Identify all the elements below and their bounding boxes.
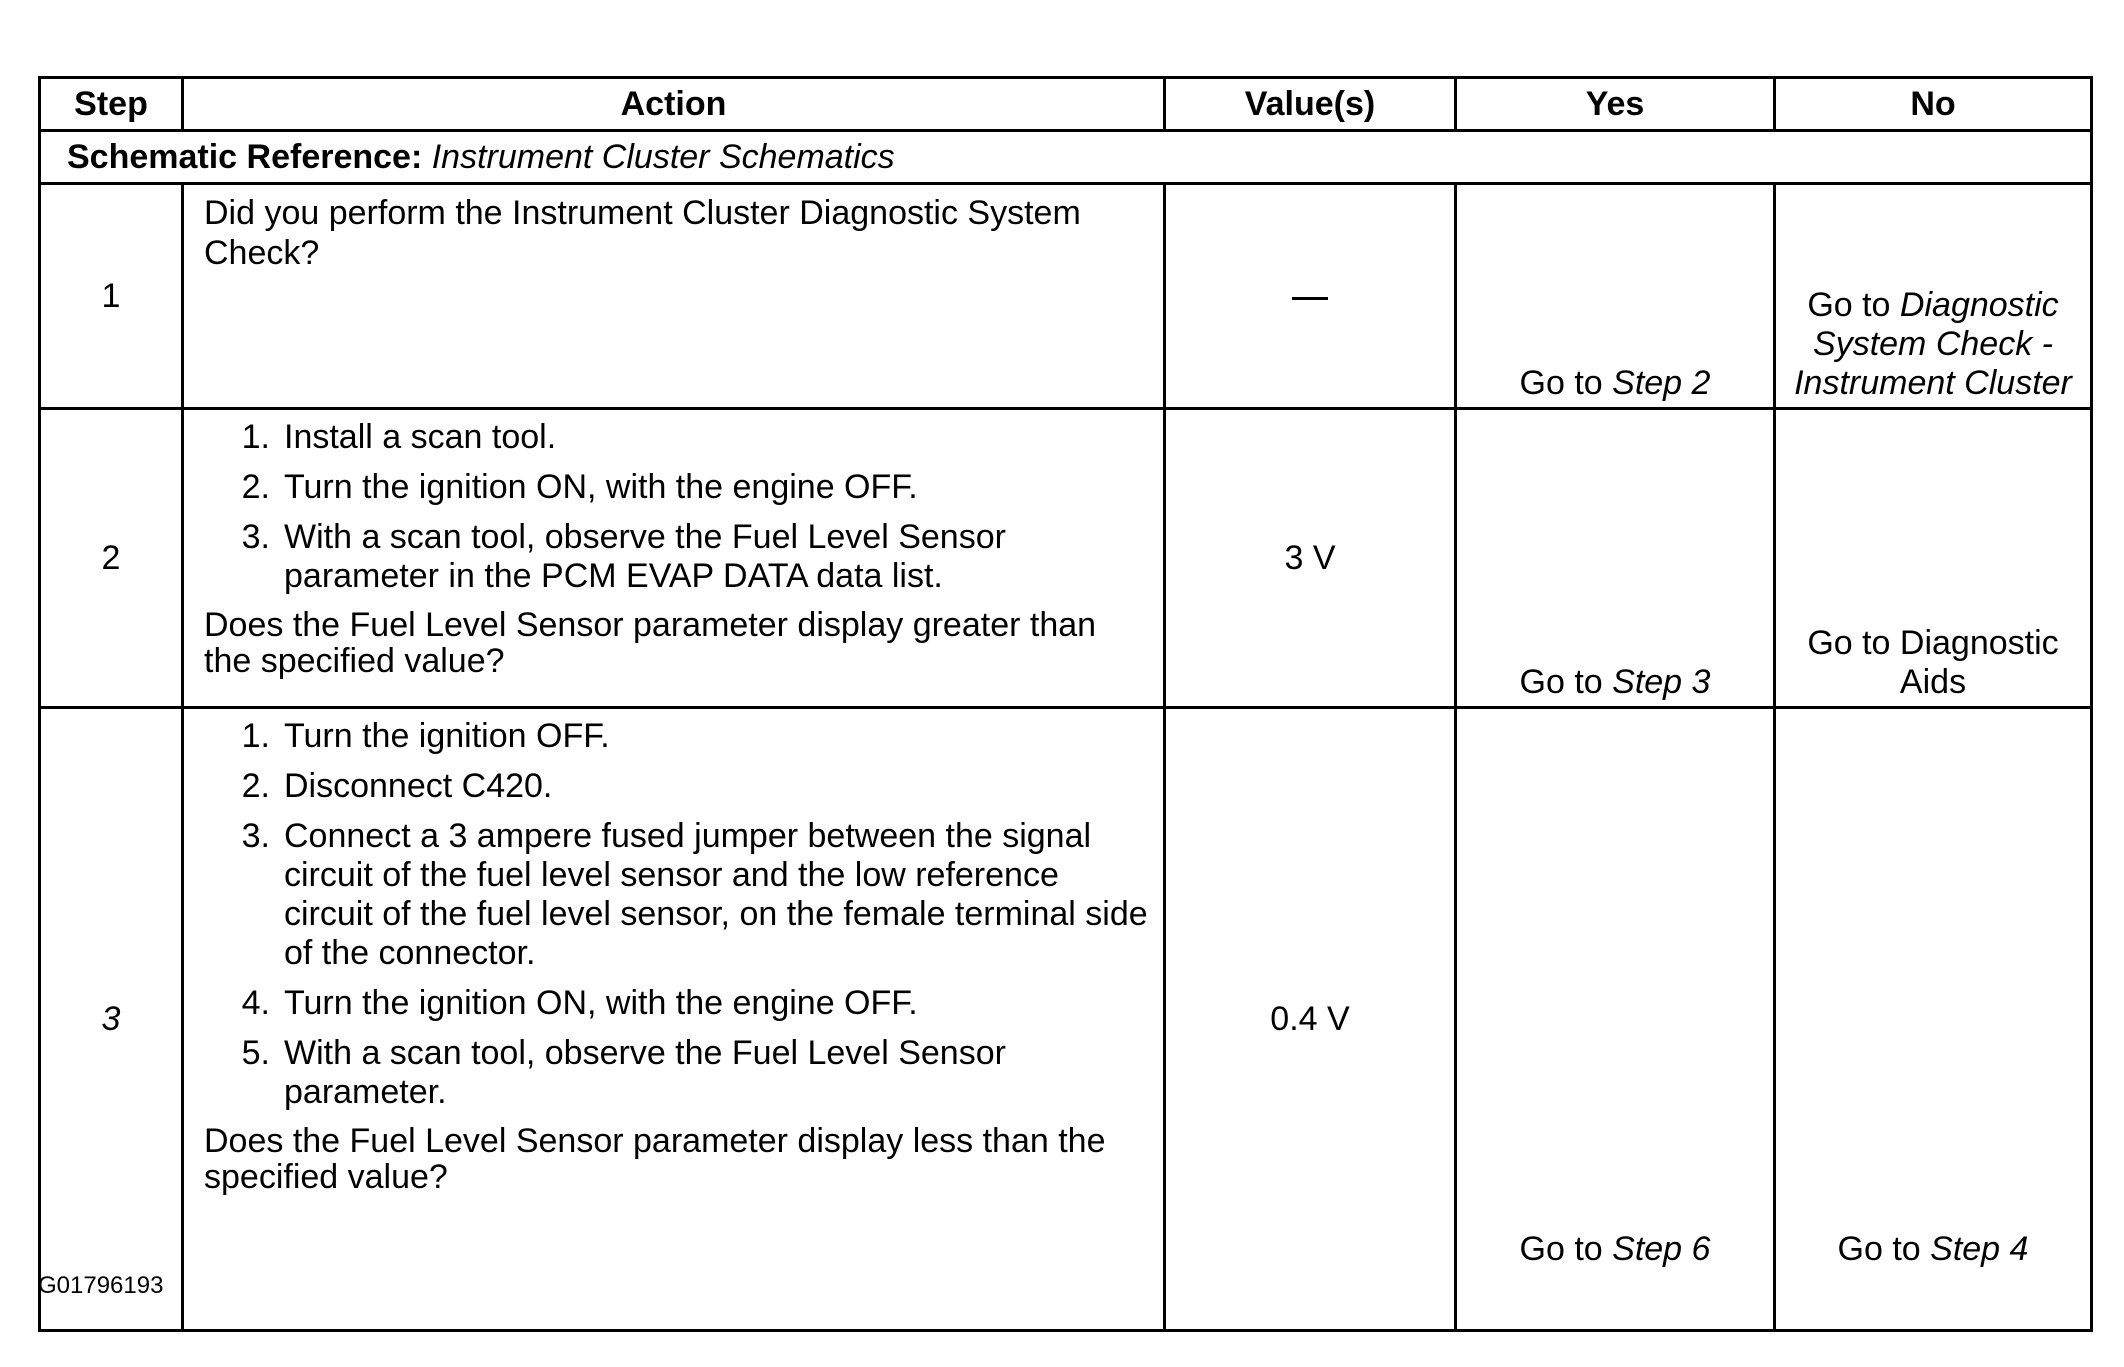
figure-id: G01796193: [38, 1272, 164, 1299]
header-values: Value(s): [1165, 78, 1456, 131]
yes-step-link[interactable]: Step 3: [1612, 663, 1711, 701]
value-cell: 3 V: [1165, 409, 1456, 708]
no-value-dash: [1292, 297, 1328, 300]
action-cell: [183, 184, 1165, 409]
step-number: 3: [40, 708, 183, 1331]
schematic-reference-row: [40, 131, 2092, 184]
no-diagnostic-aids-link[interactable]: Go to Diagnostic Aids: [1807, 624, 2059, 701]
header-action: Action: [183, 78, 1165, 131]
yes-step-link[interactable]: Step 6: [1612, 1230, 1711, 1268]
action-cell: [183, 409, 1165, 708]
yes-prefix: Go to: [1519, 1230, 1613, 1268]
step-number: 2: [40, 409, 183, 708]
action-question: Does the Fuel Level Sensor parameter display greater than the specified value?: [204, 606, 1097, 680]
header-no: No: [1775, 78, 2092, 131]
yes-cell: [1456, 708, 1775, 1331]
action-step: 1. Install a scan tool.: [241, 418, 557, 456]
yes-step-link[interactable]: Step 2: [1612, 364, 1711, 402]
header-step: Step: [40, 78, 183, 131]
action-step: 2. Turn the ignition ON, with the engine OFF.: [241, 468, 918, 506]
schematic-reference-label: Schematic Reference:: [67, 138, 423, 176]
yes-prefix: Go to: [1519, 663, 1613, 701]
action-step: 1. Turn the ignition OFF.: [241, 717, 610, 755]
table-row-step-1: [40, 184, 2092, 409]
no-cell: [1775, 708, 2092, 1331]
yes-cell: [1456, 184, 1775, 409]
yes-cell: [1456, 409, 1775, 708]
action-question: Did you perform the Instrument Cluster Diagnostic System Check?: [204, 194, 1081, 272]
no-prefix: Go to: [1837, 1230, 1931, 1268]
diagnostic-table: [38, 76, 2093, 1332]
schematic-reference: [40, 131, 2092, 184]
action-step: 3. With a scan tool, observe the Fuel Level Sensor parameter in the PCM EVAP DATA data list.: [241, 518, 1006, 595]
no-cell: [1775, 409, 2092, 708]
header-row: [40, 78, 2092, 131]
value-cell: [1165, 184, 1456, 409]
action-step: 2. Disconnect C420.: [241, 767, 553, 805]
no-prefix: Go to: [1807, 286, 1900, 324]
action-steps-list: [204, 717, 1149, 1112]
step-number: 1: [40, 184, 183, 409]
header-yes: Yes: [1456, 78, 1775, 131]
table-row-step-2: [40, 409, 2092, 708]
action-question: Does the Fuel Level Sensor parameter display less than the specified value?: [204, 1122, 1106, 1196]
no-cell: [1775, 184, 2092, 409]
value-cell: 0.4 V: [1165, 708, 1456, 1331]
table-row-step-3: [40, 708, 2092, 1331]
action-cell: [183, 708, 1165, 1331]
no-target-link[interactable]: Diagnostic System Check - Instrument Cluster: [1794, 286, 2072, 402]
action-step: 3. Connect a 3 ampere fused jumper between the signal circuit of the fuel level sensor and the low reference circuit of the fuel level sensor, on the female terminal side of the connector.: [241, 817, 1148, 972]
schematic-reference-link[interactable]: Instrument Cluster Schematics: [431, 138, 895, 176]
no-step-link[interactable]: Step 4: [1930, 1230, 2029, 1268]
action-step: 4. Turn the ignition ON, with the engine OFF.: [241, 984, 918, 1022]
action-steps-list: [204, 418, 1149, 596]
action-step: 5. With a scan tool, observe the Fuel Level Sensor parameter.: [241, 1034, 1006, 1111]
yes-prefix: Go to: [1519, 364, 1613, 402]
